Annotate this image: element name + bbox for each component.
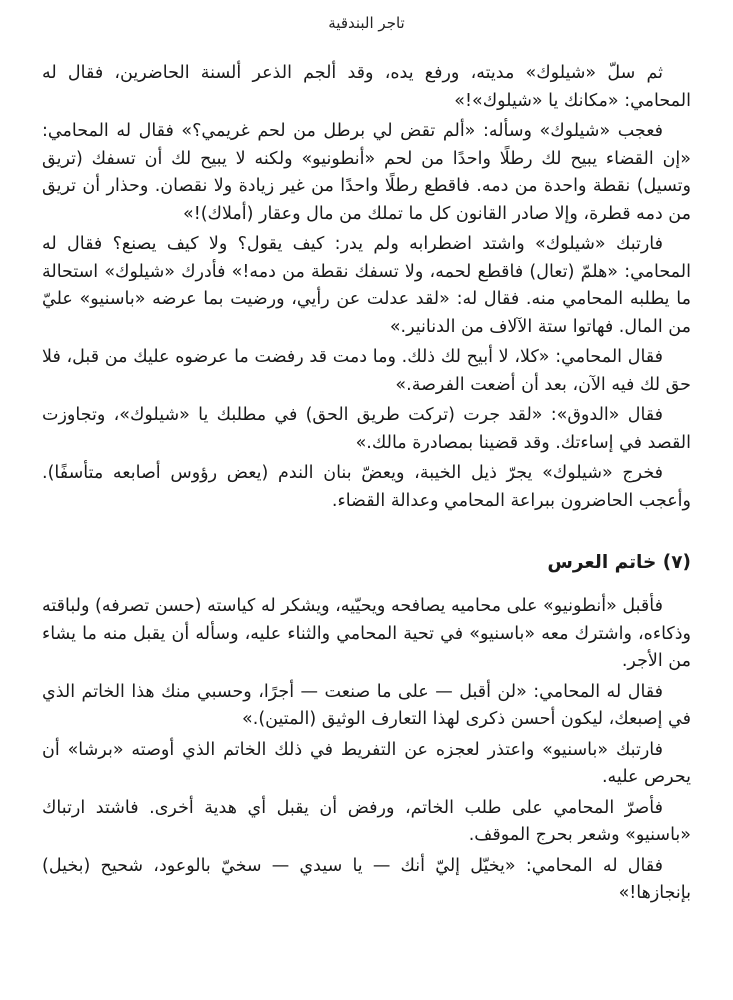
section-heading: (٧) خاتم العرس [547, 552, 691, 573]
paragraph: فارتبك «باسنيو» واعتذر لعجزه عن التفريط في ذلك الخاتم الذي أوصته «برشا» أن يحرص عليه. [42, 739, 691, 787]
paragraph: فقال المحامي: «كلا، لا أبيح لك ذلك. وما دمت قد رفضت ما عرضوه عليك من قبل، فلا حق لك فيه الآن، بعد أن أضعت الفرصة.» [42, 347, 691, 395]
paragraph: فأصرّ المحامي على طلب الخاتم، ورفض أن يقبل أي هدية أخرى. فاشتد ارتباك «باسنيو» وشعر بحرج الموقف. [42, 797, 691, 845]
paragraph: ثم سلّ «شيلوك» مديته، ورفع يده، وقد ألجم الذعر ألسنة الحاضرين، فقال له المحامي: «مكانك يا «شيلوك»!» [42, 63, 691, 111]
paragraph: فقال «الدوق»: «لقد جرت (تركت طريق الحق) في مطلبك يا «شيلوك»، وتجاوزت القصد في إساءتك. وقد قضينا بمصادرة مالك.» [42, 405, 691, 453]
paragraph: فارتبك «شيلوك» واشتد اضطرابه ولم يدر: كيف يقول؟ ولا كيف يصنع؟ فقال له المحامي: «هلمّ (تعال) فاقطع لحمه، ولا تسفك نقطة من دمه!» فأدرك «شيلوك» استحالة ما يطلبه المحامي منه. فقال له: «لقد عدلت عن رأيي، ورضيت بما عرضه «باسنيو» عليّ من المال. فهاتوا ستة الآلاف من الدنانير.» [42, 234, 691, 337]
paragraph: فقال له المحامي: «يخيّل إليّ أنك — يا سيدي — سخيّ بالوعود، شحيح (بخيل) بإنجازها!» [42, 855, 691, 903]
running-head: تاجر البندقية [328, 14, 405, 32]
paragraph: فقال له المحامي: «لن أقبل — على ما صنعت — أجرًا، وحسبي منك هذا الخاتم الذي في إصبعك، ليكون أحسن ذكرى لهذا التعارف الوثيق (المتين).» [42, 681, 691, 729]
paragraph: فعجب «شيلوك» وسأله: «ألم تقض لي برطل من لحم غريمي؟» فقال له المحامي: «إن القضاء يبيح لك رطلًا واحدًا من لحم «أنطونيو» ولكنه لا يبيح لك أن تسفك (تريق وتسيل) نقطة واحدة من دمه. فاقطع رطلًا واحدًا من غير زيادة ولا نقصان. وحذار أن تريق من دمه قطرة، وإلا صادر القانون كل ما تملك من مال وعقار (أملاك)!» [42, 121, 691, 224]
paragraph: فأقبل «أنطونيو» على محاميه يصافحه ويحيّيه، ويشكر له كياسته (حسن تصرفه) ولباقته وذكاءه، واشترك معه «باسنيو» في تحية المحامي والثناء عليه، وسأله أن يقبل منه ما يشاء من الأجر. [42, 596, 691, 671]
paragraph: فخرج «شيلوك» يجرّ ذيل الخيبة، ويعضّ بنان الندم (يعض رؤوس أصابعه متأسفًا). وأعجب الحاضرون ببراعة المحامي وعدالة القضاء. [42, 463, 691, 511]
